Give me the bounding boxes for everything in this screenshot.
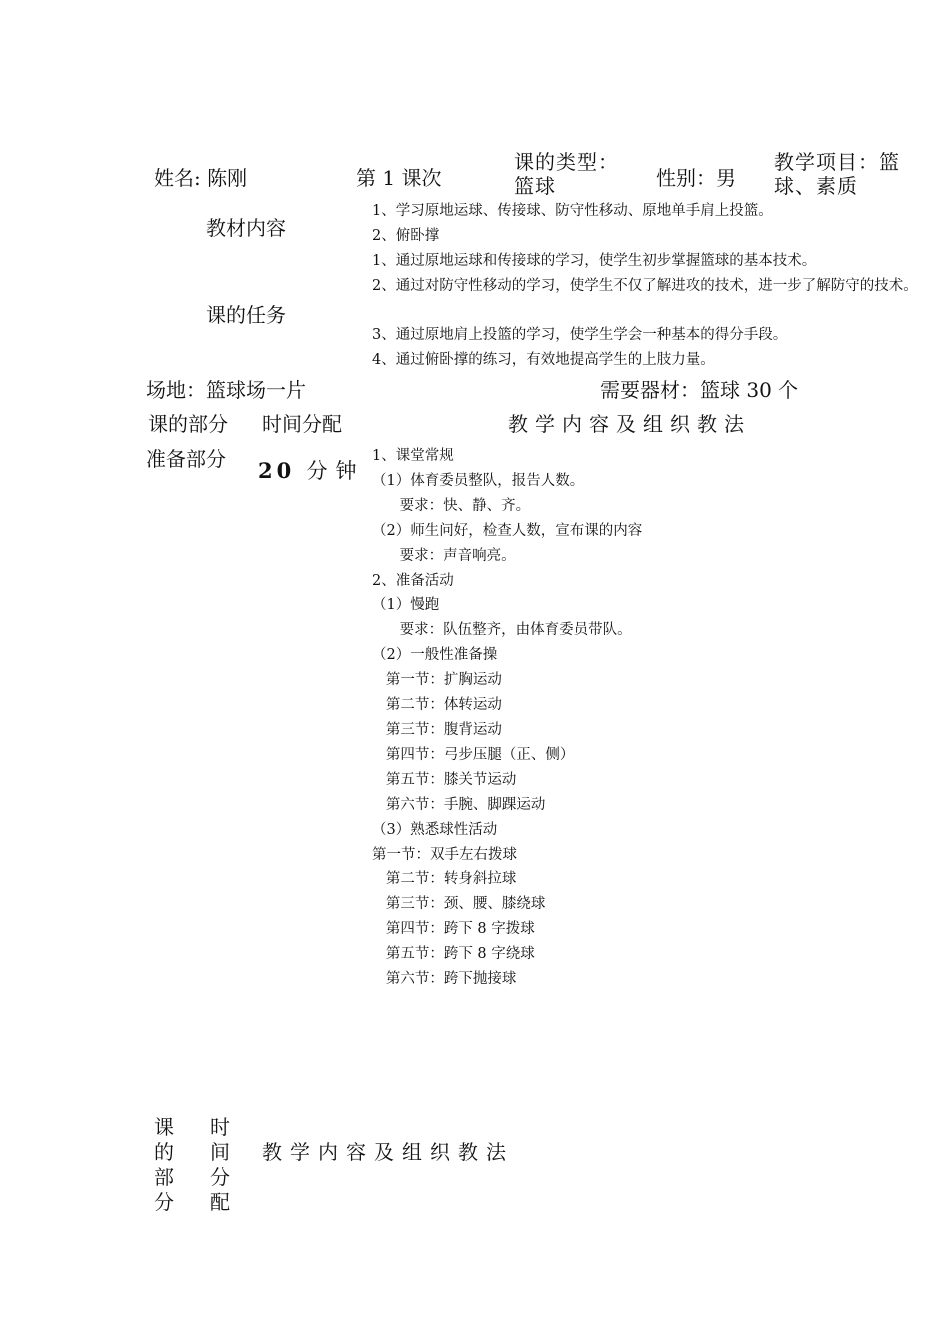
task-item-3: 3、通过原地肩上投篮的学习，使学生学会一种基本的得分手段。 [372,327,788,343]
prep-line: （1）体育委员整队，报告人数。 [372,472,585,489]
prep-content [372,444,932,992]
tasks-label: 课的任务 [206,303,286,327]
prep-part-label: 准备部分 [146,447,226,471]
prep-line: 第四节：跨下 8 字拨球 [372,921,535,938]
venue: 场地：篮球场一片 [146,378,306,402]
prep-line: 第二节：体转运动 [372,697,502,714]
prep-duration [258,455,365,485]
prep-line: （2）师生问好，检查人数，宣布课的内容 [372,522,643,539]
prep-duration-number: 20 [258,458,296,483]
bottom-header-part: 课的部分 [154,1115,174,1214]
equipment: 需要器材：篮球 30 个 [600,378,799,402]
task-item-1: 1、通过原地运球和传接球的学习，使学生初步掌握篮球的基本技术。 [372,253,817,269]
bottom-header-time: 时间分配 [210,1115,230,1214]
prep-line: （3）熟悉球性活动 [372,821,498,838]
prep-line: 第六节：跨下抛接球 [372,971,517,988]
prep-line: 要求：快、静、齐。 [372,497,531,514]
prep-line: 第五节：跨下 8 字绕球 [372,946,535,963]
prep-line: 第二节：转身斜拉球 [372,871,517,888]
prep-line: 第三节：颈、腰、膝绕球 [372,896,546,913]
material-item-1: 1、学习原地运球、传接球、防守性移动、原地单手肩上投篮。 [372,203,773,219]
prep-line: 第一节：扩胸运动 [372,672,502,689]
prep-line: （1）慢跑 [372,597,440,614]
prep-line: 1、课堂常规 [372,448,454,464]
table-header-part: 课的部分 [148,412,228,436]
gender: 性别：男 [656,166,736,190]
prep-line: 要求：声音响亮。 [372,547,516,564]
material-label: 教材内容 [206,216,286,240]
prep-line: （2）一般性准备操 [372,647,498,664]
teaching-item: 教学项目：篮球、素质 [774,150,900,198]
lesson-number: 第 1 课次 [356,166,442,190]
prep-line: 第六节：手腕、脚踝运动 [372,796,546,813]
prep-line: 要求：队伍整齐，由体育委员带队。 [372,622,632,639]
bottom-header-content: 教学内容及组织教法 [262,1140,514,1164]
task-item-2: 2、通过对防守性移动的学习，使学生不仅了解进攻的技术，进一步了解防守的技术。 [372,278,918,294]
task-item-4: 4、通过俯卧撑的练习，有效地提高学生的上肢力量。 [372,352,715,368]
prep-line: 第四节：弓步压腿（正、侧） [372,746,575,763]
prep-line: 2、准备活动 [372,572,454,589]
lesson-type: 课的类型：篮球 [514,150,619,198]
prep-line: 第三节：腹背运动 [372,721,502,738]
table-header-time: 时间分配 [262,412,342,436]
prep-duration-unit: 分钟 [306,459,365,483]
teacher-name: 姓名: 陈刚 [154,166,248,190]
material-item-2: 2、俯卧撑 [372,228,440,244]
prep-line: 第一节：双手左右拨球 [372,846,517,863]
table-header-content: 教学内容及组织教法 [508,412,751,436]
prep-line: 第五节：膝关节运动 [372,771,517,788]
